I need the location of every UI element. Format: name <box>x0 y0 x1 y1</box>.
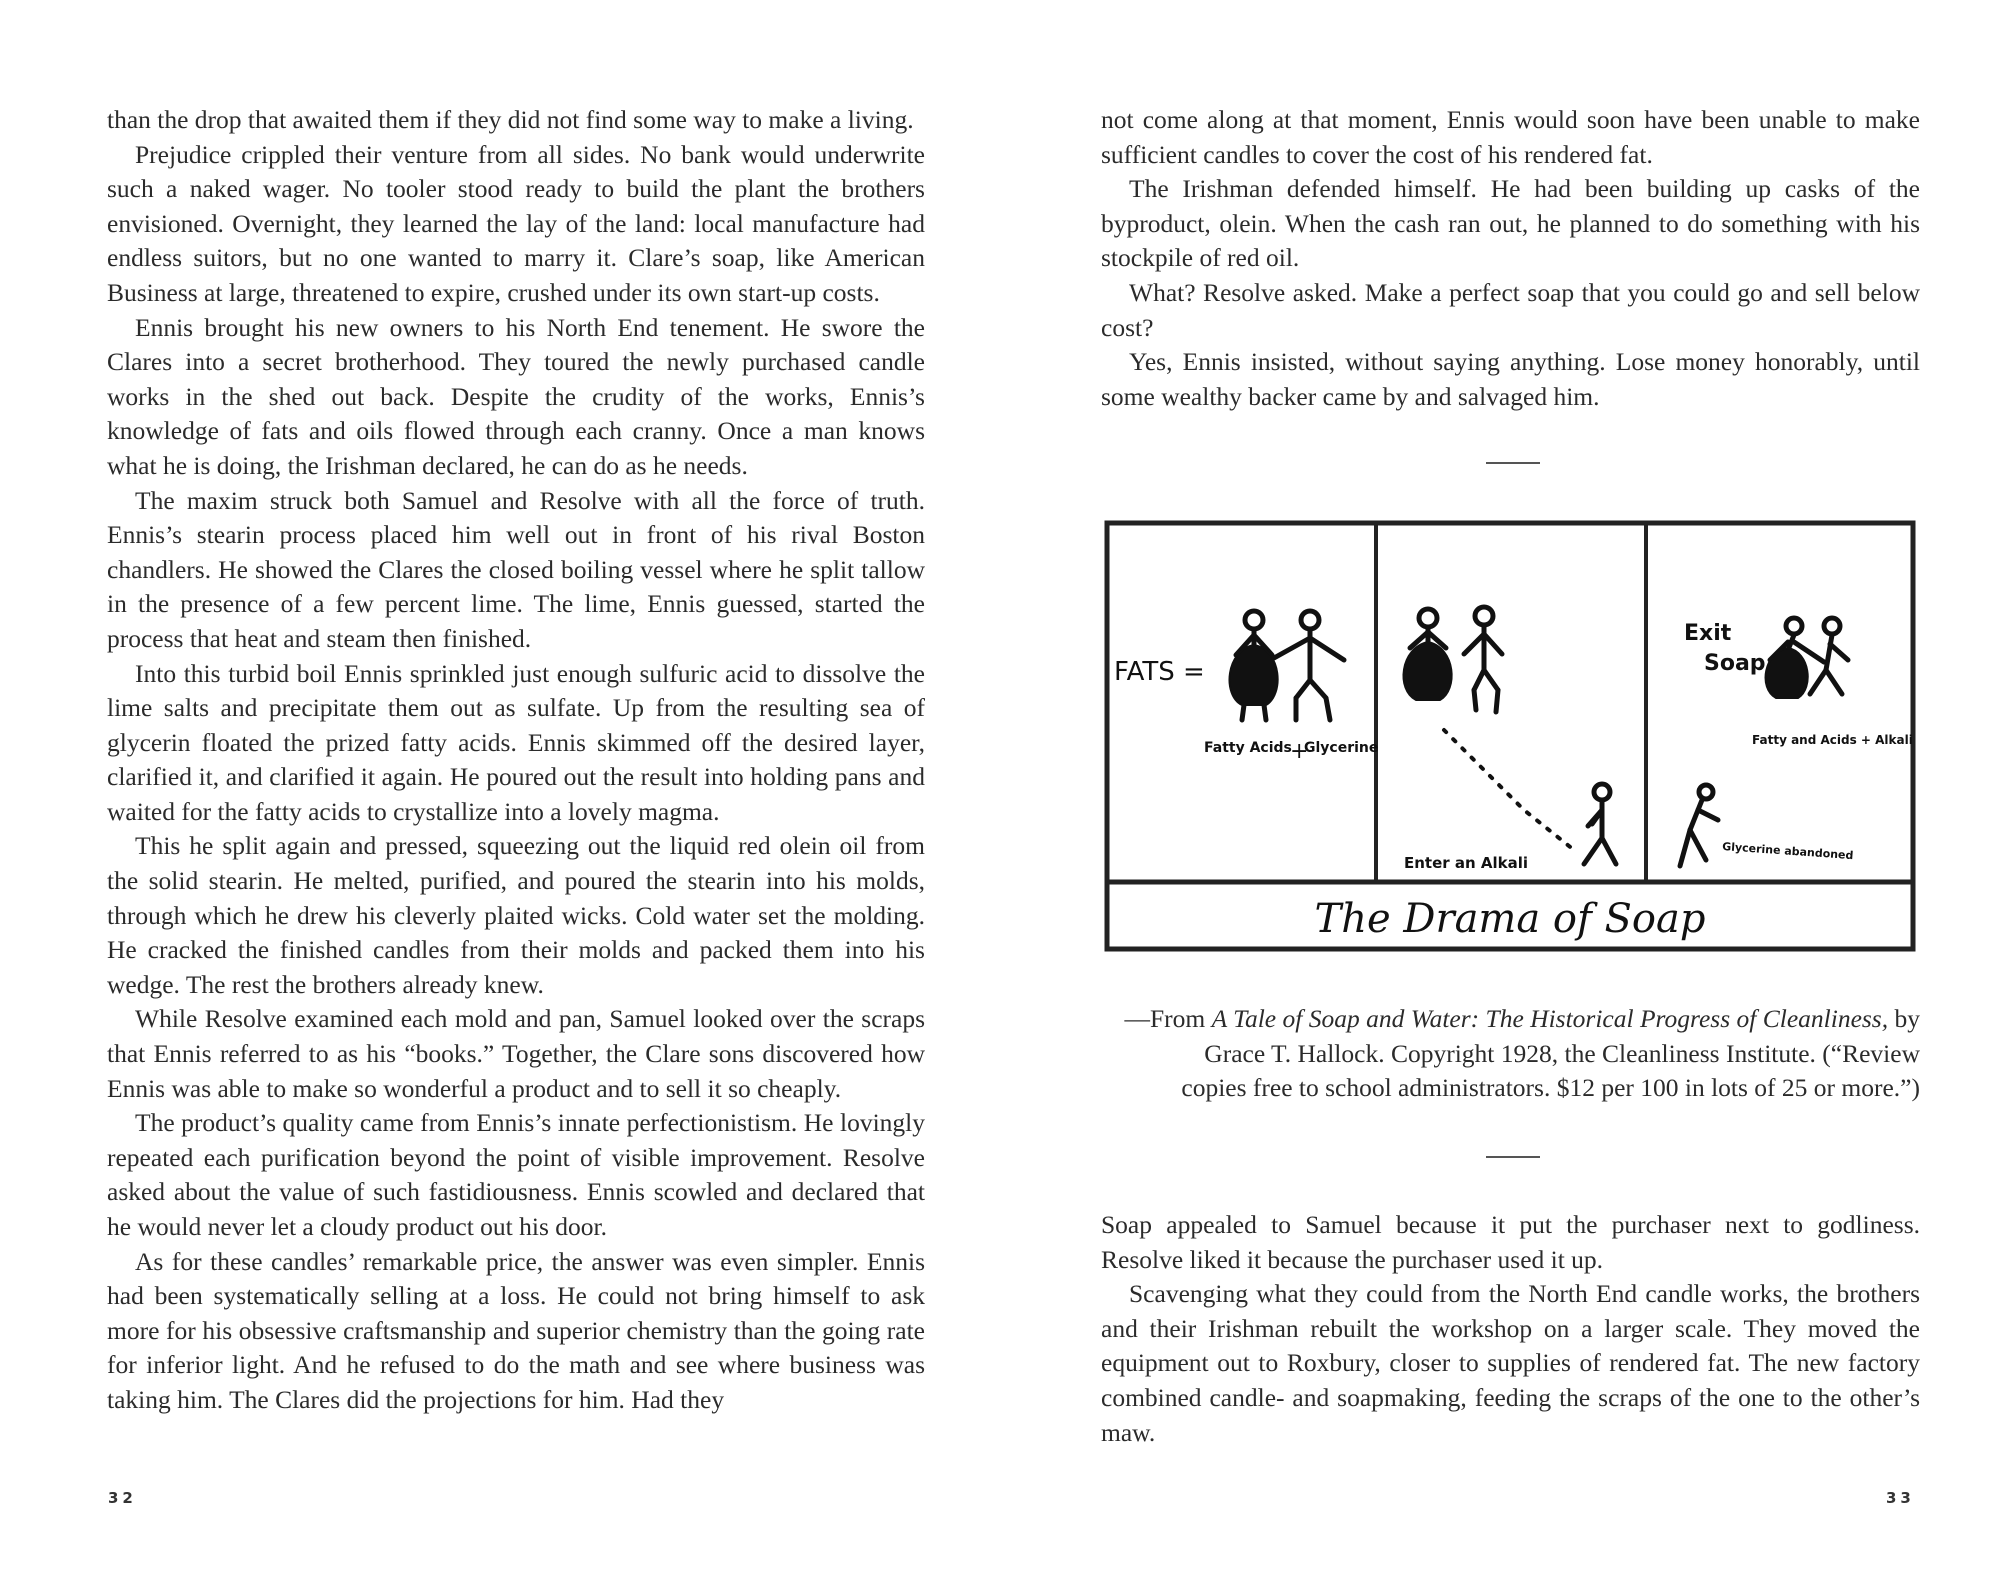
paragraph: Ennis brought his new owners to his North End tenement. He swore the Clares into a secret brotherhood. They toured the newly purchased candle works in the shed out back. Despite the crudity of the works, Ennis’s knowledge of fats and oils flowed through each cranny. Once a man knows what he is doing, the Irishman declared, he can do as he needs. <box>107 312 925 480</box>
plus-label: + <box>1290 739 1309 764</box>
page-number-left: 32 <box>108 1489 137 1507</box>
paragraph: The product’s quality came from Ennis’s innate perfectionistism. He lovingly repeated each purification beyond the point of visible improvement. Resolve asked about the value of such fastidiousness. Ennis scowled and declared that he would never let a cloudy product out his door. <box>107 1108 925 1241</box>
right-top-text <box>1101 103 1920 414</box>
fatty-acids-alkali-label: Fatty and Acids + Alkali <box>1752 733 1913 747</box>
caption-prefix: —From <box>1124 1004 1212 1033</box>
paragraph: than the drop that awaited them if they did not find some way to make a living. <box>107 105 914 134</box>
enter-alkali-label: Enter an Alkali <box>1404 854 1529 872</box>
paragraph: Soap appealed to Samuel because it put the purchaser next to godliness. Resolve liked it because the purchaser used it up. <box>1101 1210 1920 1274</box>
paragraph: Into this turbid boil Ennis sprinkled just enough sulfuric acid to dissolve the lime salts and precipitate them out as sulfate. Up from the resulting sea of glycerin floated the prized fatty acids. Ennis skimmed off the desired layer, clarified it, and clarified it again. He poured out the result into holding pans and waited for the fatty acids to crystallize into a lovely magma. <box>107 658 925 826</box>
paragraph: As for these candles’ remarkable price, the answer was even simpler. Ennis had been systematically selling at a loss. He could not bring himself to ask more for his obsessive craftsmanship and superior chemistry than the going rate for inferior light. And he refused to do the math and see where business was taking him. The Clares did the projections for him. Had they <box>107 1246 925 1414</box>
exit-label: Exit <box>1684 621 1732 646</box>
left-body-text <box>107 103 925 1418</box>
paragraph: The maxim struck both Samuel and Resolve with all the force of truth. Ennis’s stearin process placed him well out in front of his rival Boston chandlers. He showed the Clares the closed boiling vessel where he split tallow in the presence of a few percent lime. The lime, Ennis guessed, started the process that heat and steam then finished. <box>107 485 925 653</box>
paragraph: The Irishman defended himself. He had been building up casks of the byproduct, olein. When the cash ran out, he planned to do something with his stockpile of red oil. <box>1101 174 1920 273</box>
caption-book-title: A Tale of Soap and Water: The Historical Progress of Cleanliness, <box>1211 1004 1889 1033</box>
right-page <box>1000 0 2000 1596</box>
fatty-acids-label: Fatty Acids <box>1204 740 1292 756</box>
caption-by: by <box>1888 1004 1920 1033</box>
paragraph: This he split again and pressed, squeezing out the liquid red olein oil from the solid stearin. He melted, purified, and poured the stearin into his molds, through which he drew his cleverly plaited wicks. Cold water set the molding. He cracked the finished candles from their molds and packed them into his wedge. The rest the brothers already knew. <box>107 831 925 999</box>
glycerine-abandoned-label: Glycerine abandoned <box>1721 840 1854 863</box>
paragraph: Scavenging what they could from the North End candle works, the brothers and their Irishman rebuilt the workshop on a larger scale. They moved the equipment out to Roxbury, closer to supplies of rendered fat. The new factory combined candle- and soapmaking, feeding the scraps of the one to the other’s maw. <box>1101 1279 1920 1447</box>
illustration-title: The Drama of Soap <box>1314 896 1706 942</box>
page-number-right: 33 <box>1886 1489 1915 1507</box>
caption-line-3: copies free to school administrators. $12 per 100 in lots of 25 or more.”) <box>1181 1073 1920 1103</box>
right-bottom-text <box>1101 1208 1920 1450</box>
soap-label: Soap <box>1704 651 1766 676</box>
fats-label: FATS = <box>1114 657 1205 687</box>
drama-of-soap-illustration <box>1104 520 1916 952</box>
paragraph: What? Resolve asked. Make a perfect soap that you could go and sell below cost? <box>1101 277 1920 342</box>
glycerine-label: Glycerine <box>1304 740 1379 756</box>
paragraph: Yes, Ennis insisted, without saying anything. Lose money honorably, until some wealthy backer came by and salvaged him. <box>1101 347 1920 411</box>
caption-line-2: Grace T. Hallock. Copyright 1928, the Cleanliness Institute. (“Review <box>1204 1038 1920 1068</box>
section-divider <box>1486 462 1540 464</box>
illustration-caption <box>1101 1002 1920 1106</box>
paragraph: not come along at that moment, Ennis would soon have been unable to make sufficient candles to cover the cost of his rendered fat. <box>1101 105 1920 169</box>
paragraph: While Resolve examined each mold and pan, Samuel looked over the scraps that Ennis referred to as his “books.” Together, the Clare sons discovered how Ennis was able to make so wonderful a product and to sell it so cheaply. <box>107 1004 925 1103</box>
paragraph: Prejudice crippled their venture from all sides. No bank would underwrite such a naked wager. No tooler stood ready to build the plant the brothers envisioned. Overnight, they learned the lay of the land: local manufacture had endless suitors, but no one wanted to marry it. Clare’s soap, like American Business at large, threatened to expire, crushed under its own start-up costs. <box>107 139 925 307</box>
section-divider <box>1486 1156 1540 1158</box>
